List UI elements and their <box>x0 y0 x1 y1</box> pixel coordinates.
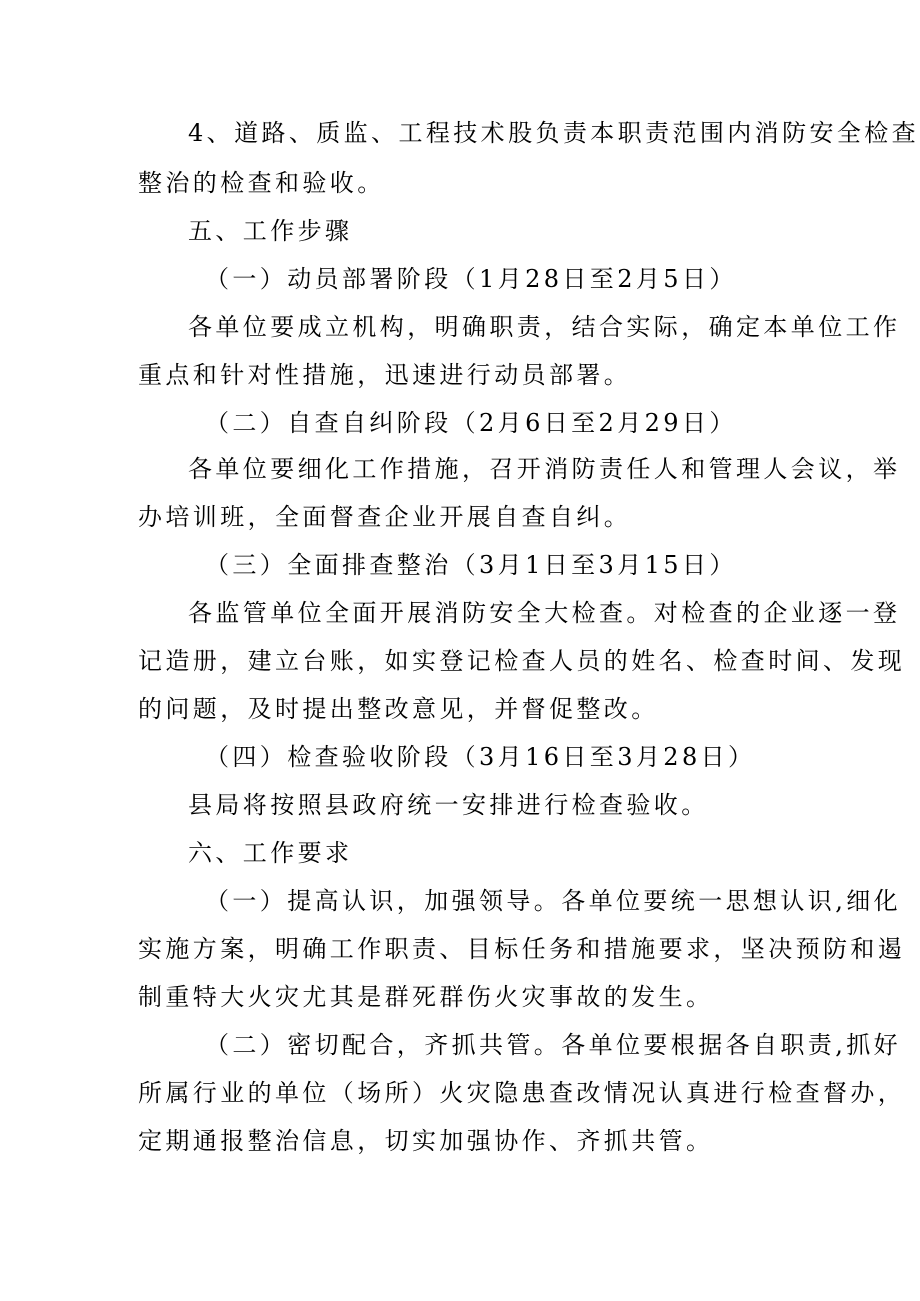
section-heading: 六、工作要求 <box>188 839 353 867</box>
paragraph-line: 整治的检查和验收。 <box>138 169 385 197</box>
subsection-heading: （四）检查验收阶段（3月16日至3月28日） <box>205 743 756 771</box>
paragraph-line: 记造册，建立台账，如实登记检查人员的姓名、检查时间、发现 <box>138 647 906 675</box>
paragraph-line: 各单位要成立机构，明确职责，结合实际，确定本单位工作 <box>188 313 901 341</box>
subsection-heading: （三）全面排查整治（3月1日至3月15日） <box>205 551 737 579</box>
paragraph-line: 办培训班，全面督查企业开展自查自纠。 <box>138 503 632 531</box>
paragraph-line: 的问题，及时提出整改意见，并督促整改。 <box>138 695 659 723</box>
paragraph-line: 实施方案，明确工作职责、目标任务和措施要求，坚决预防和遏 <box>138 935 906 963</box>
paragraph-line: 重点和针对性措施，迅速进行动员部署。 <box>138 361 632 389</box>
subsection-heading: （二）自查自纠阶段（2月6日至2月29日） <box>205 409 737 437</box>
paragraph-line: 县局将按照县政府统一安排进行检查验收。 <box>188 791 709 819</box>
paragraph-line: 各单位要细化工作措施，召开消防责任人和管理人会议，举 <box>188 455 901 483</box>
paragraph-line: 定期通报整治信息，切实加强协作、齐抓共管。 <box>138 1127 714 1155</box>
paragraph-line: 4、道路、质监、工程技术股负责本职责范围内消防安全检查 <box>188 119 920 147</box>
subsection-heading: （一）动员部署阶段（1月28日至2月5日） <box>205 265 737 293</box>
paragraph-line: （二）密切配合，齐抓共管。各单位要根据各自职责,抓好 <box>205 1031 902 1059</box>
paragraph-line: （一）提高认识，加强领导。各单位要统一思想认识,细化 <box>205 887 902 915</box>
paragraph-line: 所属行业的单位（场所）火灾隐患查改情况认真进行检查督办， <box>138 1079 906 1107</box>
paragraph-line: 制重特大火灾尤其是群死群伤火灾事故的发生。 <box>138 983 714 1011</box>
section-heading: 五、工作步骤 <box>188 217 353 245</box>
paragraph-line: 各监管单位全面开展消防安全大检查。对检查的企业逐一登 <box>188 599 901 627</box>
